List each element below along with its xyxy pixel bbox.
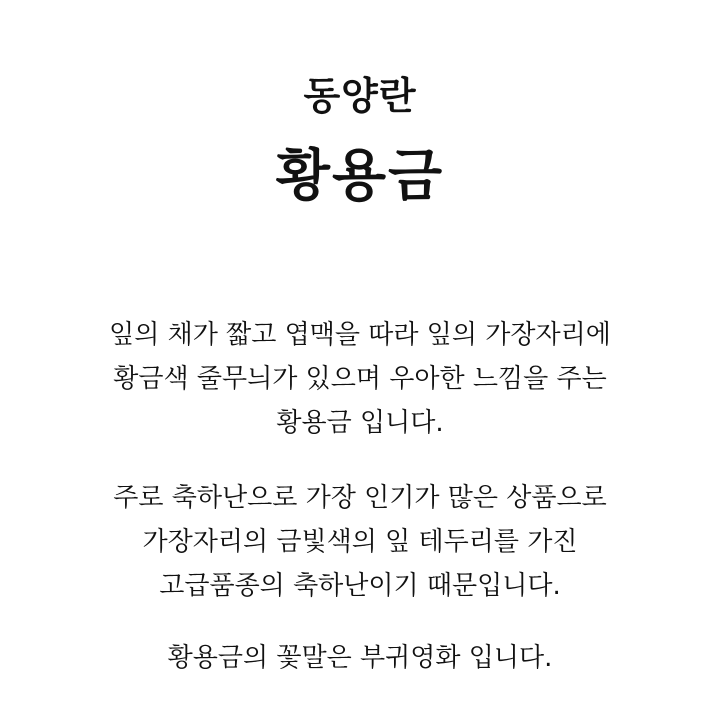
paragraph-line: 잎의 채가 짧고 엽맥을 따라 잎의 가장자리에 [109,320,611,350]
paragraph-line: 고급품종의 축하난이기 때문입니다. [159,571,561,601]
paragraph-line: 주로 축하난으로 가장 인기가 많은 상품으로 [113,483,607,513]
paragraph-line: 황용금 입니다. [276,408,444,438]
paragraph-line: 황금색 줄무늬가 있으며 우아한 느낌을 주는 [113,364,607,394]
category-heading: 동양란 [303,74,417,118]
paragraph-line: 황용금의 꽃말은 부귀영화 입니다. [167,643,553,673]
product-title: 황용금 [275,144,445,209]
paragraph-line: 가장자리의 금빛색의 잎 테두리를 가진 [142,527,578,557]
